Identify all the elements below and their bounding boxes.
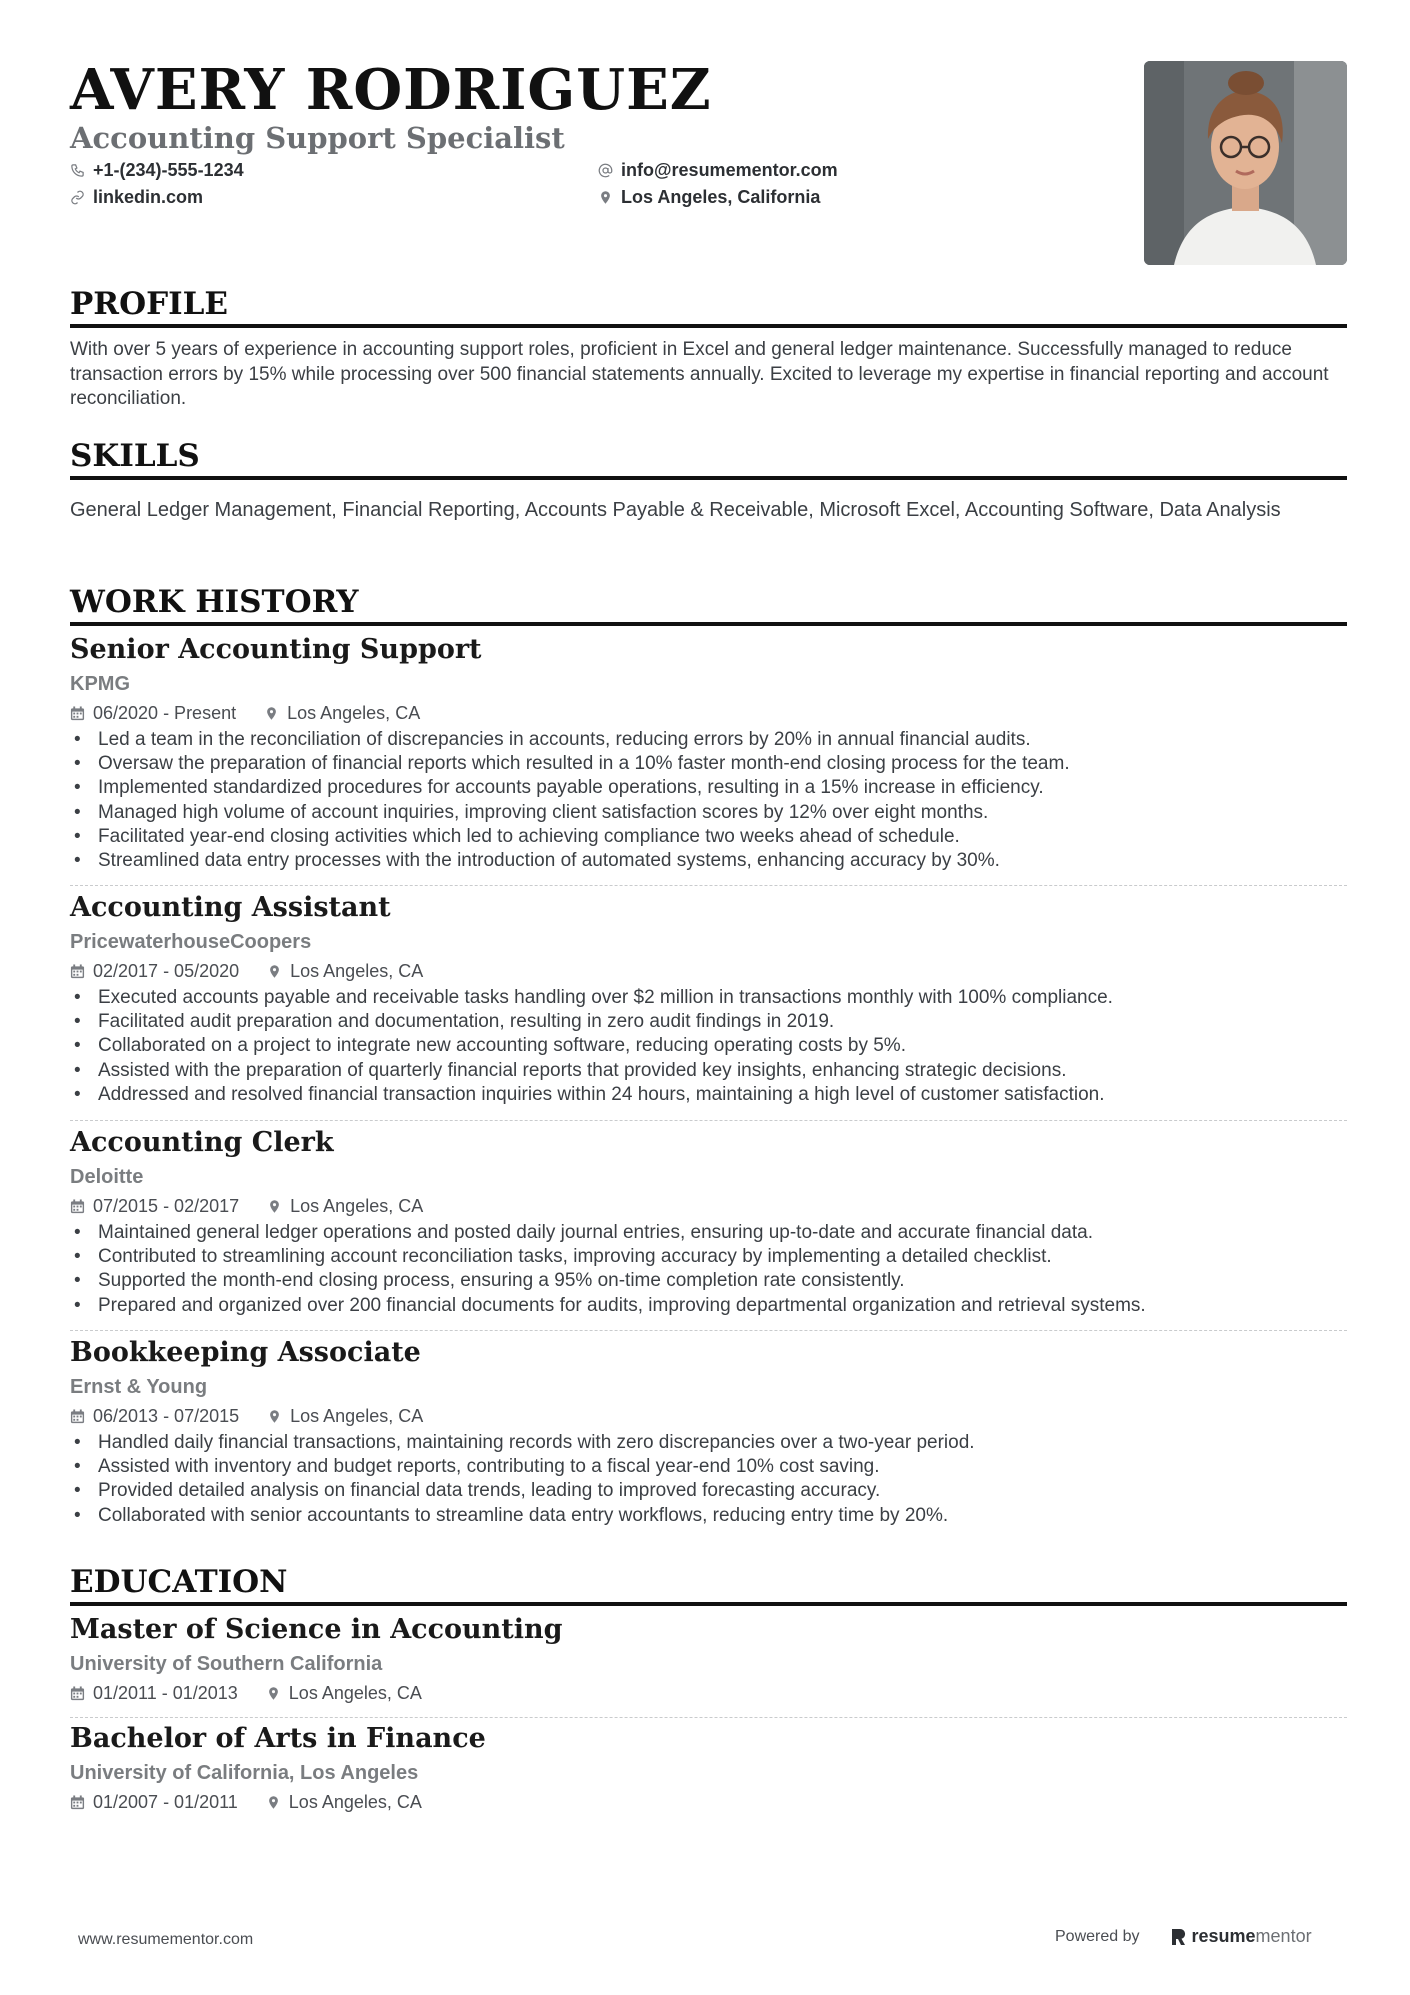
powered-by-label: Powered by	[1055, 1927, 1140, 1945]
job-bullet: • Supported the month-end closing process, ensuring a 95% on-time completion rate consistently.	[70, 1269, 1347, 1293]
profile-text: With over 5 years of experience in accounting support roles, proficient in Excel and general ledger maintenance. Successfully managed to reduce transaction errors by 15% while processing over 500 financial statements annually. Excited to leverage my expertise in financial reporting and account reconciliation.	[70, 339, 1329, 409]
map-pin-icon	[264, 706, 279, 721]
candidate-name: AVERY RODRIGUEZ	[70, 57, 712, 123]
phone-text: +1-(234)-555-1234	[93, 160, 244, 180]
map-pin-icon	[266, 1795, 281, 1810]
education-entry	[70, 1722, 1347, 1814]
education-meta	[70, 1681, 1347, 1705]
job-title: Accounting Clerk	[70, 1127, 334, 1158]
calendar-icon	[70, 1409, 85, 1424]
job-bullet: • Maintained general ledger operations and posted daily journal entries, ensuring up-to-date and accurate financial data.	[70, 1221, 1347, 1245]
calendar-icon	[70, 706, 85, 721]
job-bullet: • Facilitated year-end closing activities which led to achieving compliance two weeks ahead of schedule.	[70, 825, 1347, 849]
job-divider	[70, 1120, 1347, 1121]
job-bullet: • Contributed to streamlining account reconciliation tasks, improving accuracy by implementing a detailed checklist.	[70, 1245, 1347, 1269]
job-meta	[70, 959, 1347, 983]
job-meta	[70, 1404, 1347, 1428]
company-name: Ernst & Young	[70, 1376, 208, 1398]
email-contact[interactable]	[598, 159, 838, 181]
education-location: Los Angeles, CA	[288, 1792, 422, 1812]
email-text: info@resumementor.com	[621, 160, 838, 180]
calendar-icon	[70, 964, 85, 979]
job-bullet: • Executed accounts payable and receivable tasks handling over $2 million in transactions monthly with 100% compliance.	[70, 986, 1347, 1010]
job-dates: 06/2013 - 07/2015	[93, 1406, 240, 1426]
calendar-icon	[70, 1199, 85, 1214]
job-title: Senior Accounting Support	[70, 634, 482, 665]
location-text: Los Angeles, California	[621, 187, 821, 207]
job-title: Accounting Assistant	[70, 892, 391, 923]
job-meta	[70, 1194, 1347, 1218]
brand-bold: resume	[1191, 1926, 1256, 1946]
work-history-heading: WORK HISTORY	[70, 584, 1347, 626]
education-divider	[70, 1717, 1347, 1718]
location-contact	[598, 186, 820, 208]
job-entry	[70, 1126, 1347, 1318]
job-title: Bookkeeping Associate	[70, 1337, 421, 1368]
footer-powered-by	[1055, 1926, 1312, 1947]
profile-photo	[1144, 61, 1347, 265]
job-bullets	[70, 728, 1347, 873]
job-entry	[70, 1336, 1347, 1528]
candidate-role: Accounting Support Specialist	[70, 121, 565, 155]
job-location: Los Angeles, CA	[290, 1406, 424, 1426]
job-dates: 06/2020 - Present	[93, 703, 237, 723]
map-pin-icon	[266, 1686, 281, 1701]
school-name: University of Southern California	[70, 1653, 383, 1675]
map-pin-icon	[267, 1409, 282, 1424]
resumementor-logo-icon	[1170, 1928, 1186, 1946]
job-divider	[70, 885, 1347, 886]
education-dates: 01/2007 - 01/2011	[93, 1792, 238, 1812]
job-bullet: • Managed high volume of account inquiries, improving client satisfaction scores by 12% over eight months.	[70, 801, 1347, 825]
job-bullet: • Led a team in the reconciliation of discrepancies in accounts, reducing errors by 20% in annual financial audits.	[70, 728, 1347, 752]
at-sign-icon	[598, 163, 613, 178]
job-bullet: • Handled daily financial transactions, maintaining records with zero discrepancies over a two-year period.	[70, 1431, 1347, 1455]
job-entry	[70, 891, 1347, 1107]
job-bullet: • Streamlined data entry processes with the introduction of automated systems, enhancing accuracy by 30%.	[70, 849, 1347, 873]
job-bullet: • Collaborated on a project to integrate new accounting software, reducing operating costs by 5%.	[70, 1034, 1347, 1058]
calendar-icon	[70, 1795, 85, 1810]
linkedin-text: linkedin.com	[93, 187, 204, 207]
job-bullet: • Facilitated audit preparation and documentation, resulting in zero audit findings in 2019.	[70, 1010, 1347, 1034]
skills-text: General Ledger Management, Financial Reporting, Accounts Payable & Receivable, Microsoft Excel, Accounting Software, Data Analysis	[70, 499, 1281, 521]
company-name: Deloitte	[70, 1166, 144, 1188]
job-bullet: • Collaborated with senior accountants to streamline data entry workflows, reducing entry time by 20%.	[70, 1504, 1347, 1528]
school-name: University of California, Los Angeles	[70, 1762, 419, 1784]
education-entry	[70, 1613, 1347, 1705]
map-pin-icon	[267, 1199, 282, 1214]
job-meta	[70, 701, 1347, 725]
brand-logo[interactable]	[1170, 1926, 1312, 1947]
job-divider	[70, 1330, 1347, 1331]
job-location: Los Angeles, CA	[290, 1196, 424, 1216]
linkedin-contact[interactable]	[70, 186, 203, 208]
phone-contact	[70, 159, 244, 181]
education-location: Los Angeles, CA	[288, 1683, 422, 1703]
degree-title: Bachelor of Arts in Finance	[70, 1723, 486, 1754]
job-bullets	[70, 1221, 1347, 1318]
education-meta	[70, 1790, 1347, 1814]
job-location: Los Angeles, CA	[290, 961, 424, 981]
job-location: Los Angeles, CA	[287, 703, 421, 723]
job-bullet: • Provided detailed analysis on financial data trends, leading to improved forecasting accuracy.	[70, 1479, 1347, 1503]
map-pin-icon	[267, 964, 282, 979]
job-bullet: • Assisted with inventory and budget reports, contributing to a fiscal year-end 10% cost saving.	[70, 1455, 1347, 1479]
job-bullets	[70, 1431, 1347, 1528]
phone-icon	[70, 163, 85, 178]
job-bullet: • Prepared and organized over 200 financial documents for audits, improving departmental organization and retrieval systems.	[70, 1294, 1347, 1318]
map-pin-icon	[598, 190, 613, 205]
profile-heading: PROFILE	[70, 286, 1347, 328]
footer-website[interactable]: www.resumementor.com	[78, 1931, 254, 1948]
job-bullet: • Oversaw the preparation of financial reports which resulted in a 10% faster month-end closing process for the team.	[70, 752, 1347, 776]
job-dates: 07/2015 - 02/2017	[93, 1196, 240, 1216]
company-name: PricewaterhouseCoopers	[70, 931, 312, 953]
degree-title: Master of Science in Accounting	[70, 1614, 563, 1645]
education-dates: 01/2011 - 01/2013	[93, 1683, 238, 1703]
skills-heading: SKILLS	[70, 438, 1347, 480]
job-dates: 02/2017 - 05/2020	[93, 961, 240, 981]
education-heading: EDUCATION	[70, 1564, 1347, 1606]
calendar-icon	[70, 1686, 85, 1701]
job-bullet: • Addressed and resolved financial transaction inquiries within 24 hours, maintaining a high level of customer satisfaction.	[70, 1083, 1347, 1107]
job-bullets	[70, 986, 1347, 1107]
job-bullet: • Implemented standardized procedures for accounts payable operations, resulting in a 15% increase in efficiency.	[70, 776, 1347, 800]
brand-light: mentor	[1255, 1926, 1312, 1946]
job-bullet: • Assisted with the preparation of quarterly financial reports that provided key insights, enhancing strategic decisions.	[70, 1059, 1347, 1083]
job-entry	[70, 633, 1347, 873]
company-name: KPMG	[70, 673, 130, 695]
link-icon	[70, 190, 85, 205]
